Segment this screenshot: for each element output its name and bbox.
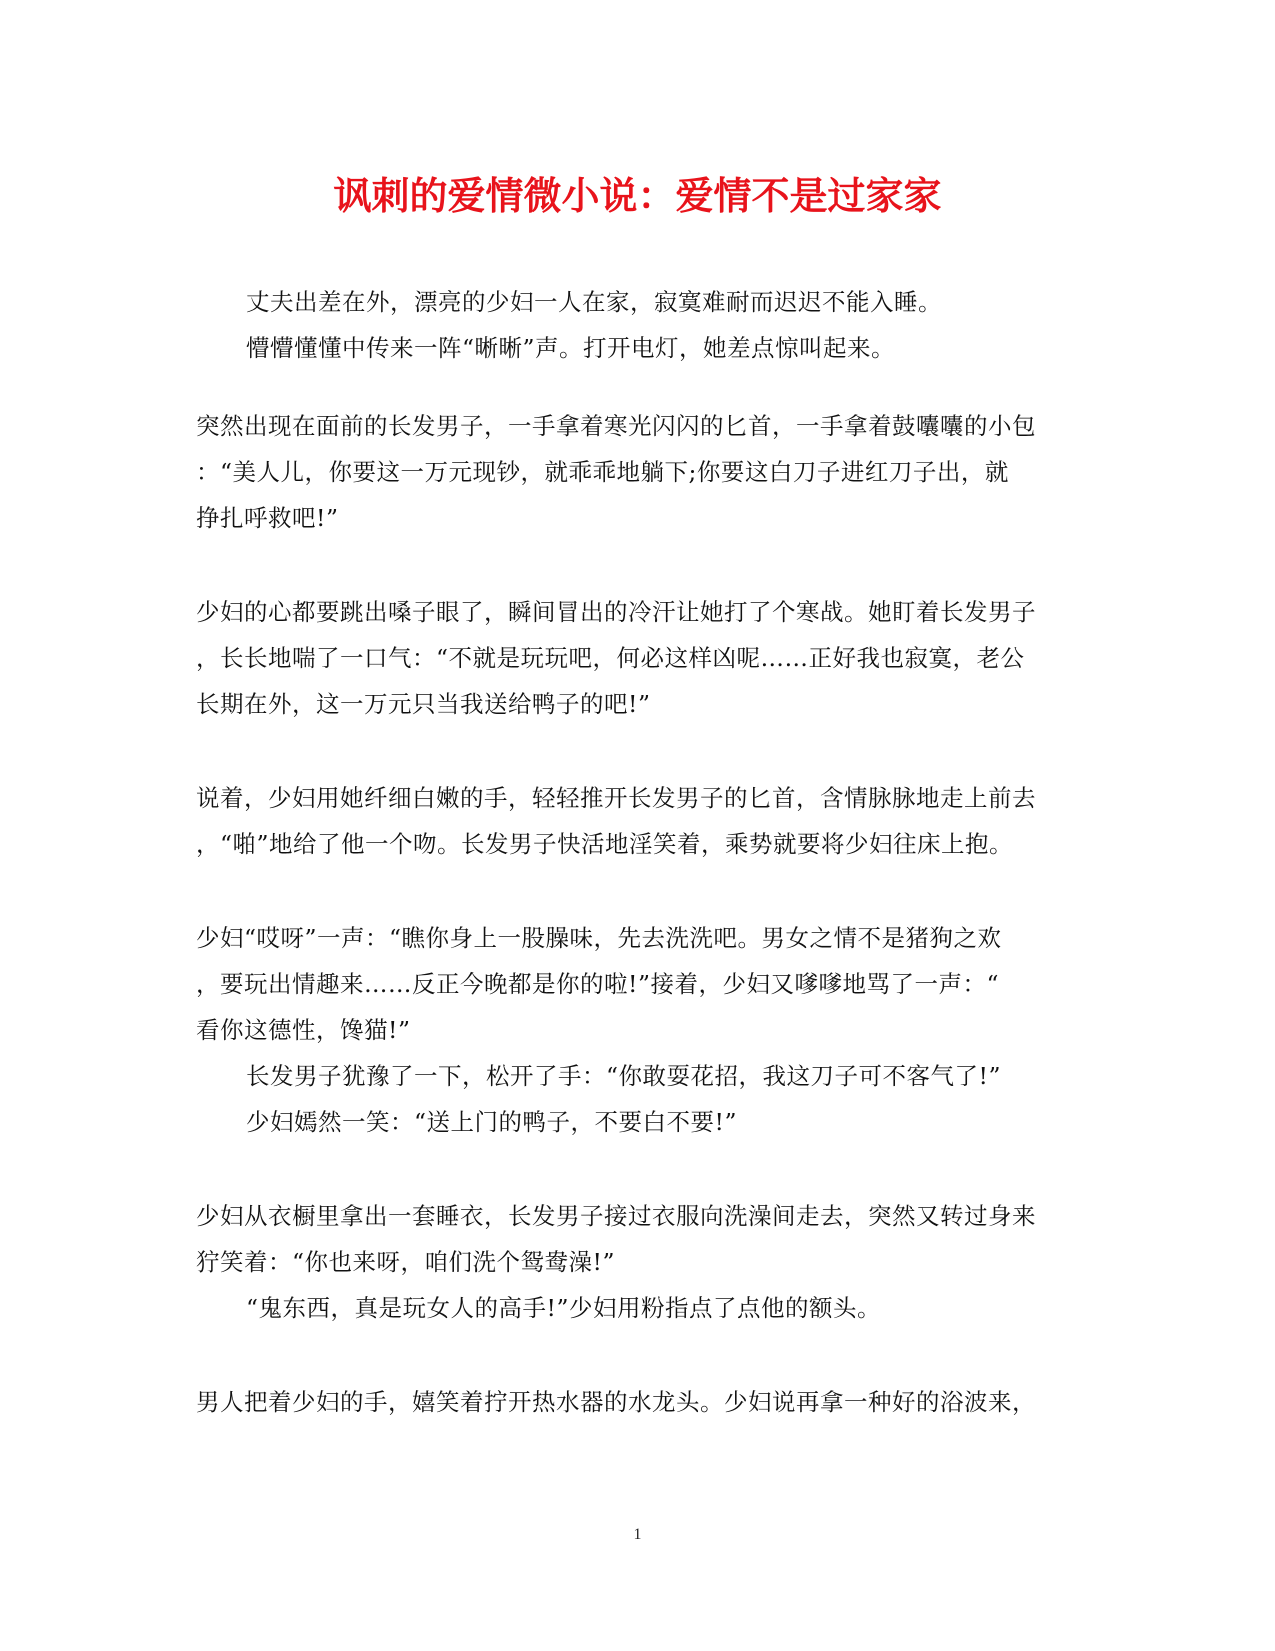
paragraph-line: “鬼东西，真是玩女人的高手!”少妇用粉指点了点他的额头。 [246,1294,881,1322]
paragraph-line: 懵懵懂懂中传来一阵“晰晰”声。打开电灯，她差点惊叫起来。 [246,334,896,362]
paragraph-line: ：“美人儿，你要这一万元现钞，就乖乖地躺下;你要这白刀子进红刀子出，就 [196,458,1009,486]
paragraph-line: 少妇从衣橱里拿出一套睡衣，长发男子接过衣服向洗澡间走去，突然又转过身来 [196,1202,1036,1230]
page-number: 1 [633,1526,642,1543]
paragraph-line: ，“啪”地给了他一个吻。长发男子快活地淫笑着，乘势就要将少妇往床上抱。 [196,830,1014,858]
paragraph-line: 突然出现在面前的长发男子，一手拿着寒光闪闪的匕首，一手拿着鼓囔囔的小包 [196,412,1036,440]
paragraph-line: ，长长地喘了一口气：“不就是玩玩吧，何必这样凶呢……正好我也寂寞，老公 [196,644,1025,672]
paragraph-line: 挣扎呼救吧!” [196,504,339,532]
paragraph-line: 狞笑着：“你也来呀，咱们洗个鸳鸯澡!” [196,1248,615,1276]
paragraph-line: 丈夫出差在外，漂亮的少妇一人在家，寂寞难耐而迟迟不能入睡。 [246,288,942,316]
paragraph-line: 长期在外，这一万元只当我送给鸭子的吧!” [196,690,651,718]
paragraph-line: 长发男子犹豫了一下，松开了手：“你敢耍花招，我这刀子可不客气了!” [246,1062,1001,1090]
paragraph-line: 说着，少妇用她纤细白嫩的手，轻轻推开长发男子的匕首，含情脉脉地走上前去 [196,784,1036,812]
paragraph-line: 男人把着少妇的手，嬉笑着拧开热水器的水龙头。少妇说再拿一种好的浴波来， [196,1388,1036,1416]
document-title: 讽刺的爱情微小说：爱情不是过家家 [333,173,942,218]
paragraph-line: 看你这德性，馋猫!” [196,1016,411,1044]
paragraph-line: 少妇的心都要跳出嗓子眼了，瞬间冒出的冷汗让她打了个寒战。她盯着长发男子 [196,598,1036,626]
paragraph-line: ，要玩出情趣来……反正今晚都是你的啦!”接着，少妇又嗲嗲地骂了一声：“ [196,970,999,998]
paragraph-line: 少妇“哎呀”一声：“瞧你身上一股臊味，先去洗洗吧。男女之情不是猪狗之欢 [196,924,1002,952]
paragraph-line: 少妇嫣然一笑：“送上门的鸭子，不要白不要!” [246,1108,737,1136]
